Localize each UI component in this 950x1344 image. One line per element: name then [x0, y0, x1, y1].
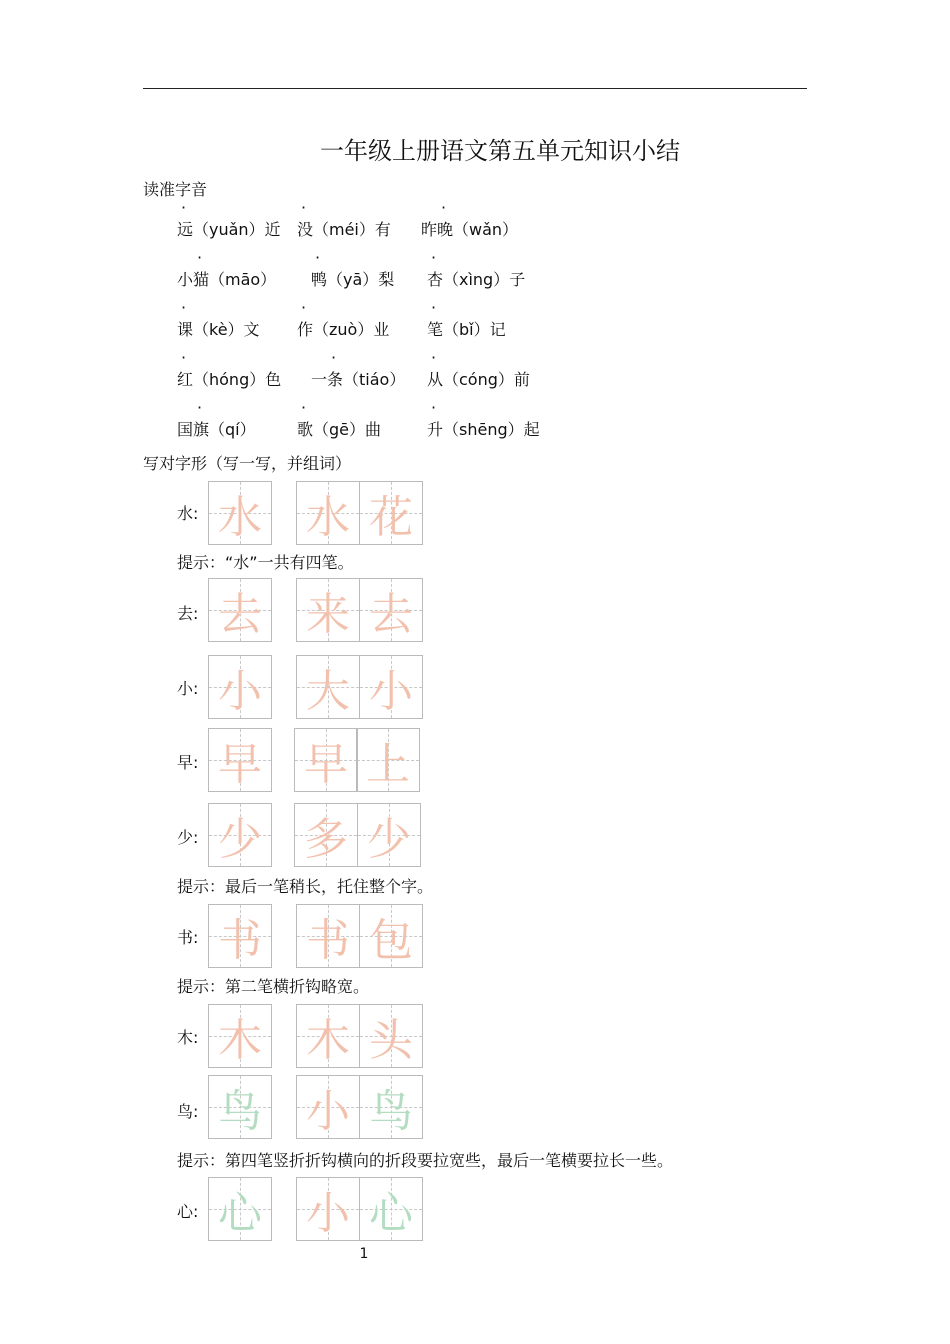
word-grid-2 [359, 904, 423, 968]
trace-char: 来 [306, 589, 350, 640]
tracing-grid [208, 655, 272, 719]
trace-char: 书 [306, 915, 350, 966]
tone-dot: · [431, 348, 437, 367]
pinyin-item: · 作（zuò）业 [297, 298, 390, 339]
trace-char: 花 [369, 492, 413, 543]
trace-char: 小 [306, 1086, 350, 1137]
trace-char: 包 [369, 915, 413, 966]
hint-text: 提示：最后一笔稍长，托住整个字。 [177, 877, 434, 896]
page-number: 1 [359, 1246, 369, 1262]
tone-dot: · [431, 248, 437, 267]
tracing-grid [208, 1075, 272, 1139]
word-grid-2 [359, 578, 423, 642]
word-grid-1 [296, 655, 360, 719]
pinyin-item: · 小猫（māo） [177, 248, 277, 289]
word-grid-2 [359, 1004, 423, 1068]
char-label: 书: [177, 928, 199, 947]
tracing-grid [208, 481, 272, 545]
tone-dot: · [181, 298, 187, 317]
trace-char: 头 [369, 1015, 413, 1066]
trace-char: 书 [218, 915, 262, 966]
header-rule [143, 88, 807, 89]
pinyin-item: · 昨晚（wǎn） [421, 198, 519, 239]
char-label: 水: [177, 504, 199, 523]
pinyin-item: · 杏（xìng）子 [427, 248, 526, 289]
tracing-grid [208, 578, 272, 642]
trace-char: 心 [369, 1188, 413, 1239]
trace-char: 少 [367, 814, 411, 865]
trace-char: 小 [306, 1188, 350, 1239]
pinyin-item: · 没（méi）有 [297, 198, 391, 239]
trace-char: 水 [306, 492, 350, 543]
tone-dot: · [301, 198, 307, 217]
pinyin-item: · 鸭（yā）梨 [311, 248, 395, 289]
trace-char: 鸟 [369, 1086, 413, 1137]
trace-char: 去 [369, 589, 413, 640]
tone-dot: · [441, 198, 447, 217]
pinyin-item: · 笔（bǐ）记 [427, 298, 506, 339]
trace-char: 小 [369, 666, 413, 717]
word-grid-2 [356, 728, 420, 792]
pinyin-item: · 国旗（qí） [177, 398, 256, 439]
tracing-grid [208, 904, 272, 968]
word-grid-2 [359, 655, 423, 719]
hint-text: 提示：第四笔竖折折钩横向的折段要拉宽些，最后一笔横要拉长一些。 [177, 1151, 674, 1170]
tracing-grid [208, 1177, 272, 1241]
char-label: 少: [177, 828, 199, 847]
pinyin-item: · 一条（tiáo） [311, 348, 406, 389]
tone-dot: · [331, 348, 337, 367]
tone-dot: · [301, 398, 307, 417]
trace-char: 小 [218, 666, 262, 717]
word-grid-1 [296, 1004, 360, 1068]
trace-char: 木 [218, 1015, 262, 1066]
trace-char: 早 [218, 739, 262, 790]
trace-char: 少 [218, 814, 262, 865]
char-label: 早: [177, 753, 199, 772]
pinyin-item: · 歌（gē）曲 [297, 398, 382, 439]
char-label: 去: [177, 604, 199, 623]
word-grid-1 [294, 803, 358, 867]
tone-dot: · [431, 398, 437, 417]
word-grid-1 [296, 481, 360, 545]
char-label: 鸟: [177, 1102, 199, 1121]
trace-char: 大 [306, 666, 350, 717]
trace-char: 上 [366, 739, 410, 790]
tone-dot: · [197, 398, 203, 417]
word-grid-2 [357, 803, 421, 867]
char-label: 心: [177, 1202, 199, 1221]
word-grid-1 [294, 728, 358, 792]
reading-section-label: 读准字音 [143, 180, 208, 199]
word-grid-2 [359, 1075, 423, 1139]
tone-dot: · [315, 248, 321, 267]
trace-char: 木 [306, 1015, 350, 1066]
char-label: 小: [177, 679, 199, 698]
tone-dot: · [431, 298, 437, 317]
pinyin-item: · 升（shēng）起 [427, 398, 540, 439]
word-grid-1 [296, 578, 360, 642]
word-grid-1 [296, 1075, 360, 1139]
tone-dot: · [181, 198, 187, 217]
pinyin-item: · 课（kè）文 [177, 298, 260, 339]
word-grid-1 [296, 904, 360, 968]
trace-char: 鸟 [218, 1086, 262, 1137]
tone-dot: · [301, 298, 307, 317]
page-title: 一年级上册语文第五单元知识小结 [320, 137, 680, 165]
hint-text: 提示：第二笔横折钩略宽。 [177, 977, 370, 996]
tracing-grid [208, 803, 272, 867]
char-label: 木: [177, 1028, 199, 1047]
trace-char: 多 [304, 814, 348, 865]
trace-char: 早 [304, 739, 348, 790]
hint-text: 提示：“水”一共有四笔。 [177, 553, 354, 572]
pinyin-item: · 远（yuǎn）近 [177, 198, 281, 239]
trace-char: 心 [218, 1188, 262, 1239]
trace-char: 去 [218, 589, 262, 640]
pinyin-item: · 红（hóng）色 [177, 348, 282, 389]
word-grid-2 [359, 481, 423, 545]
tone-dot: · [181, 348, 187, 367]
tone-dot: · [197, 248, 203, 267]
writing-section-label: 写对字形（写一写，并组词） [143, 454, 352, 473]
trace-char: 水 [218, 492, 262, 543]
tracing-grid [208, 728, 272, 792]
pinyin-item: · 从（cóng）前 [427, 348, 530, 389]
tracing-grid [208, 1004, 272, 1068]
word-grid-1 [296, 1177, 360, 1241]
word-grid-2 [359, 1177, 423, 1241]
